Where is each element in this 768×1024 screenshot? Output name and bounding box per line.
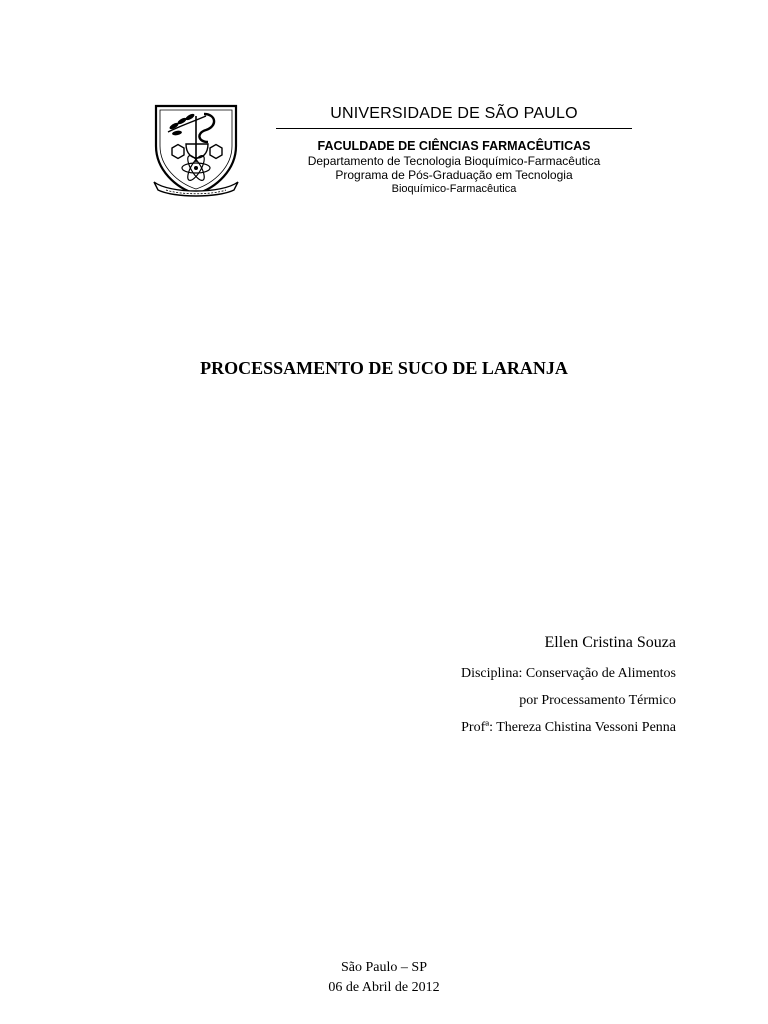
document-title: PROCESSAMENTO DE SUCO DE LARANJA bbox=[200, 358, 568, 378]
professor-name: Profª: Thereza Chistina Vessoni Penna bbox=[461, 720, 676, 735]
header-divider bbox=[276, 128, 632, 129]
program-name-line1: Programa de Pós-Graduação em Tecnologia bbox=[335, 168, 573, 182]
discipline-line1: Disciplina: Conservação de Alimentos bbox=[460, 666, 676, 681]
footer bbox=[0, 958, 768, 998]
footer-location: São Paulo – SP bbox=[341, 960, 427, 975]
author-name: Ellen Cristina Souza bbox=[544, 634, 676, 651]
faculty-name: FACULDADE DE CIÊNCIAS FARMACÊUTICAS bbox=[317, 139, 591, 153]
program-name-line2: Bioquímico-Farmacêutica bbox=[391, 183, 517, 195]
author-block bbox=[461, 632, 676, 741]
institution-header bbox=[276, 104, 632, 196]
discipline-line2: por Processamento Térmico bbox=[519, 693, 676, 708]
university-name: UNIVERSIDADE DE SÃO PAULO bbox=[330, 105, 578, 122]
department-name: Departamento de Tecnologia Bioquímico-Farmacêutica bbox=[307, 154, 601, 168]
university-crest-icon bbox=[150, 102, 242, 198]
footer-date: 06 de Abril de 2012 bbox=[328, 980, 440, 995]
